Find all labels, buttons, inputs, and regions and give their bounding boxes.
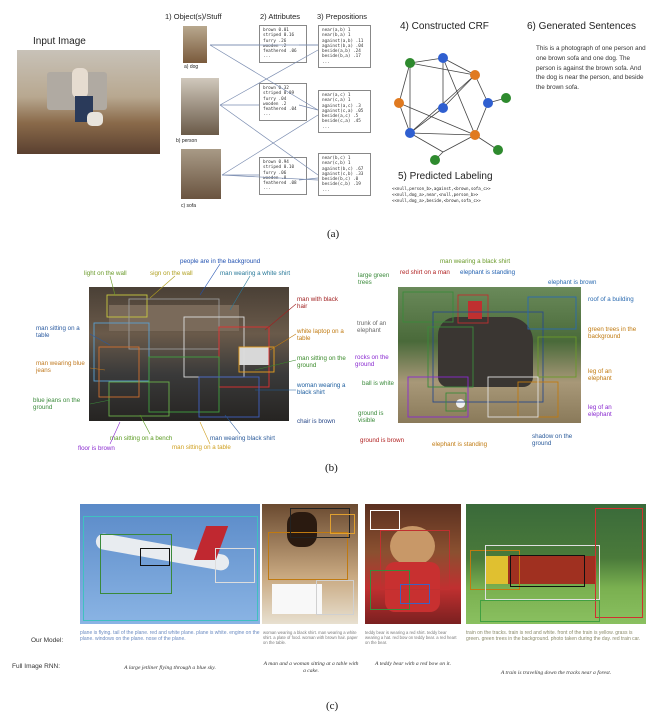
label-man-blue-jeans: man wearing blue jeans	[36, 360, 85, 374]
label-chair-brown: chair is brown	[297, 418, 336, 425]
dining-box-3	[330, 514, 355, 534]
teddy-box-4	[400, 584, 430, 604]
label-sign-on-wall: sign on the wall	[150, 270, 193, 277]
label-ground-visible: ground is visible	[358, 410, 384, 424]
label-man-black-shirt: man wearing black shirt	[210, 435, 275, 442]
dining-box-4	[316, 580, 354, 615]
attributes-box-sofa: brown 0.94 striped 0.10 furry .06 wooden .8 feathered .08 ...	[259, 157, 307, 195]
label-man-black-shirt-r: man wearing a black shirt	[440, 258, 511, 265]
label-shadow-ground: shadow on the ground	[532, 433, 573, 447]
label-elephant-standing-2: elephant is standing	[432, 441, 488, 448]
prepositions-box-ac: near(a,c) 1 near(c,a) 1 against(a,c) .3 against(c,a) .05 beside(a,c) .5 beside(c,a) .45 ...	[318, 90, 371, 133]
col-header-attributes: 2) Attributes	[260, 12, 301, 21]
label-man-sitting-table-2: man sitting on a table	[172, 444, 231, 451]
prepositions-box-ab: near(a,b) 1 near(b,a) 1 against(a,b) .11 against(b,a) .04 beside(a,b) .24 beside(b,a) .17 ...	[318, 25, 371, 68]
object-dog-label: a) dog	[184, 64, 199, 70]
object-person-label: b) person	[176, 138, 198, 144]
row-label-full-rnn: Full Image RNN:	[12, 663, 61, 670]
caption-a: (a)	[327, 228, 340, 240]
label-trunk-elephant: trunk of an elephant	[357, 320, 387, 334]
teddy-box-1	[370, 510, 400, 530]
label-man-black-hair: man with black hair	[297, 296, 338, 310]
caption-b: (b)	[325, 462, 338, 474]
crf-graph	[380, 40, 520, 165]
label-man-sitting-table: man sitting on a table	[36, 325, 80, 339]
label-leg-elephant-2: leg of an elephant	[588, 404, 612, 418]
our-model-caption-4: train on the tracks. train is red and white. front of the train is yellow. grass is green. green trees in the background. photo taken during the day. red train car.	[466, 630, 641, 642]
label-woman-black-shirt: woman wearing a black shirt	[297, 382, 346, 396]
label-elephant-brown: elephant is brown	[548, 279, 597, 286]
label-blue-jeans-ground: blue jeans on the ground	[33, 397, 81, 411]
label-ground-brown: ground is brown	[360, 437, 405, 444]
col-header-objects: 1) Object(s)/Stuff	[165, 12, 222, 21]
airplane-box-3	[140, 548, 170, 566]
attributes-box-dog: brown 0.01 striped 0.16 furry .26 wooden .2 feathered .06 ...	[259, 25, 307, 63]
label-white-laptop: white laptop on a table	[297, 328, 344, 342]
full-rnn-caption-4: A train is traveling down the tracks near a forest.	[500, 670, 612, 676]
connector-lines	[0, 0, 671, 230]
airplane-box-4	[215, 548, 255, 583]
attributes-box-person: brown 0.32 striped 0.09 furry .04 wooden .2 feathered .04 ...	[259, 83, 307, 121]
label-light-on-wall: light on the wall	[84, 270, 127, 277]
label-man-sitting-bench: man sitting on a bench	[110, 435, 173, 442]
our-model-caption-1: plane is flying. tail of the plane. red and white plane. plane is white. engine on the plane. windows on the plane. nose of the plane.	[80, 630, 260, 642]
label-red-shirt: red shirt on a man	[400, 269, 450, 276]
train-box-4	[595, 508, 643, 618]
row-label-our-model: Our Model:	[31, 637, 64, 644]
our-model-caption-3: teddy bear is wearing a red shirt. teddy bear wearing a hat. red bow on teddy bear. a red heart on the bear.	[365, 630, 457, 645]
label-large-green-trees: large green trees	[358, 272, 390, 286]
label-leg-elephant-1: leg of an elephant	[588, 368, 612, 382]
label-man-white-shirt: man wearing a white shirt	[220, 270, 291, 277]
col-header-prepositions: 3) Prepositions	[317, 12, 368, 21]
full-rnn-caption-3: A teddy bear with a red bow on it.	[375, 661, 451, 667]
label-ball-white: ball is white	[362, 380, 394, 387]
label-floor-brown: floor is brown	[78, 445, 115, 452]
train-box-3	[510, 555, 585, 587]
crf-title: 4) Constructed CRF	[400, 21, 489, 32]
our-model-caption-2: woman wearing a black shirt. man wearing a white shirt. a plate of food. woman with brown hair. paper on the table.	[263, 630, 358, 645]
dining-box-1	[268, 532, 348, 580]
label-elephant-standing: elephant is standing	[460, 269, 516, 276]
label-people-background: people are in the background	[180, 258, 261, 265]
label-man-sitting-ground: man sitting on the ground	[297, 355, 346, 369]
generated-sentences: This is a photograph of one person and one brown sofa and one dog. The person is against the brown sofa. And the dog is near the person, and beside the brown sofa.	[536, 45, 646, 92]
labeling-title: 5) Predicted Labeling	[398, 171, 493, 182]
sentences-title: 6) Generated Sentences	[527, 21, 636, 32]
label-rocks-ground: rocks on the ground	[355, 354, 389, 368]
elephant-boxes	[398, 287, 581, 423]
object-sofa-label: c) sofa	[181, 203, 197, 209]
input-image-label: Input Image	[33, 36, 86, 47]
caption-c: (c)	[326, 700, 339, 712]
labeling-lines: <<null,person_b>,against,<brown,sofa_c>> <<null,dog_a>,near,<null,person_b>> <<null,dog_a>,beside,<brown,sofa_c>>	[392, 186, 491, 203]
full-rnn-caption-1: A large jetliner flying through a blue sky.	[124, 665, 216, 671]
prepositions-box-bc: near(b,c) 1 near(c,b) 1 against(b,c) .67 against(c,b) .33 beside(b,c) .0 beside(c,b) .19 ...	[318, 153, 371, 196]
label-roof-building: roof of a building	[588, 296, 634, 303]
label-green-trees-bg: green trees in the background	[588, 326, 637, 340]
full-rnn-caption-2: A man and a woman sitting at a table with a cake.	[263, 661, 359, 674]
train-box-5	[480, 600, 600, 622]
